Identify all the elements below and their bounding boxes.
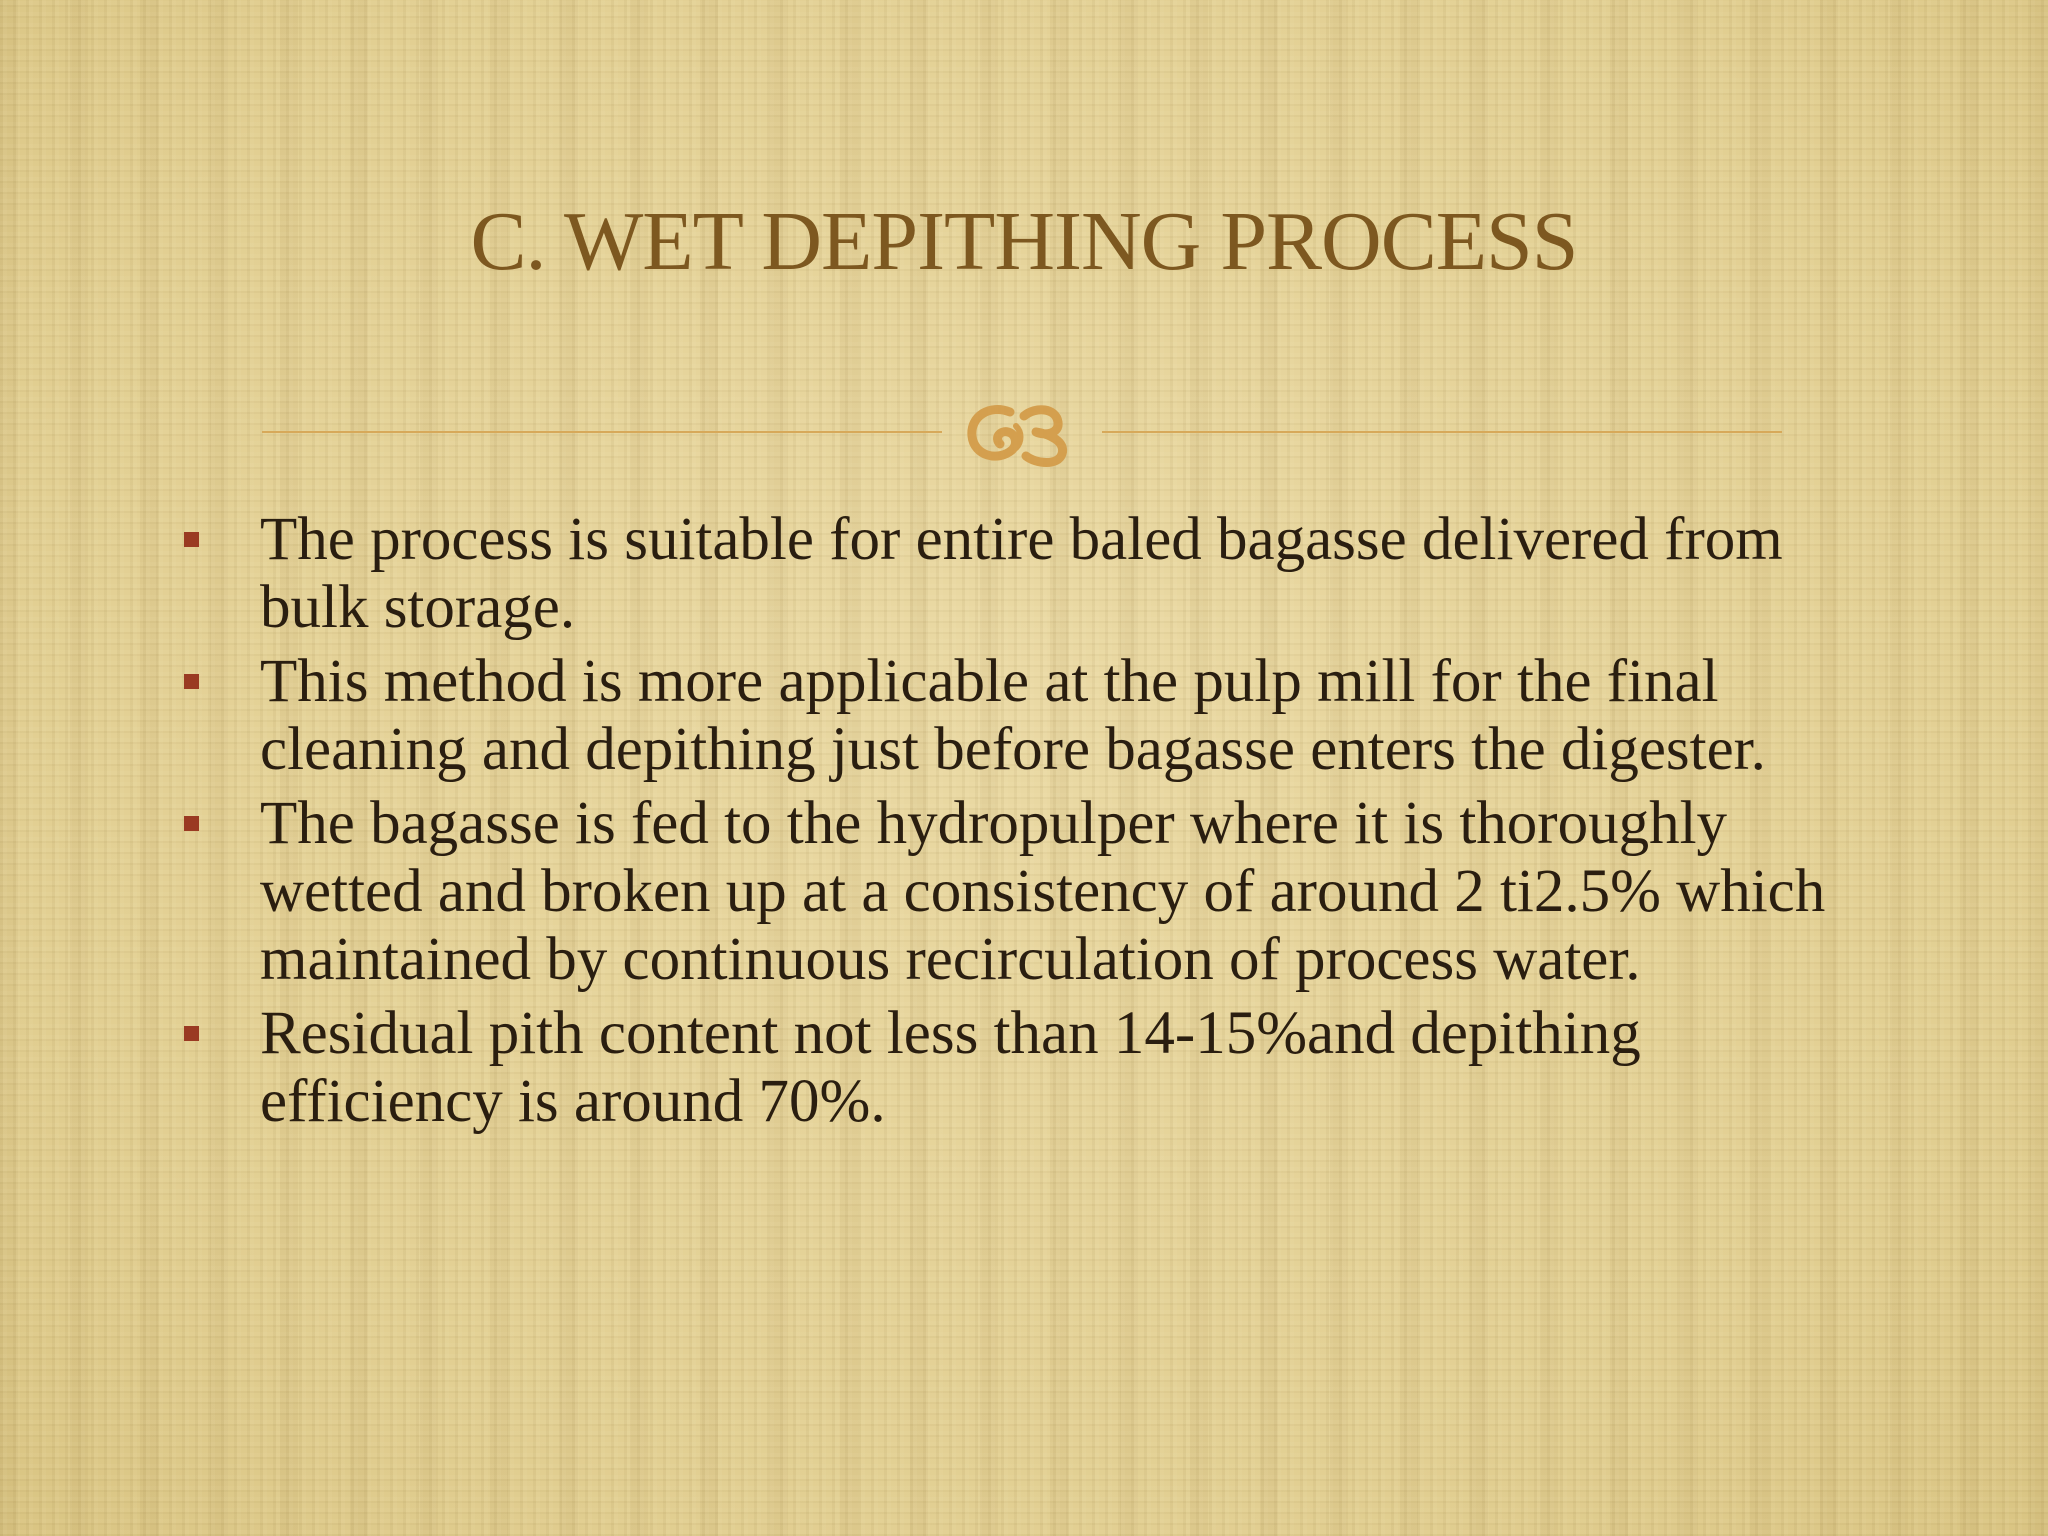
bullet-text: The bagasse is fed to the hydropulper where it is thoroughly wetted and broken up at a consistency of around 2 ti2.5% which maintained by continuous recirculation of process water. xyxy=(260,790,1826,993)
bullet-text: Residual pith content not less than 14-15%and depithing efficiency is around 70%. xyxy=(260,1000,1641,1135)
bullet-list xyxy=(176,506,1896,1142)
square-bullet-icon xyxy=(184,1026,199,1041)
square-bullet-icon xyxy=(184,674,199,689)
square-bullet-icon xyxy=(184,816,199,831)
square-bullet-icon xyxy=(184,532,199,547)
bullet-item xyxy=(176,648,1896,784)
bullet-text: The process is suitable for entire baled bagasse delivered from bulk storage. xyxy=(260,506,1783,641)
divider-line-right xyxy=(1102,431,1782,433)
title-divider xyxy=(262,398,1782,468)
scroll-ornament-icon xyxy=(952,398,1092,468)
divider-line-left xyxy=(262,431,942,433)
bullet-item xyxy=(176,790,1896,994)
slide-title: C. WET DEPITHING PROCESS xyxy=(470,195,1578,288)
bullet-item xyxy=(176,1000,1896,1136)
bullet-text: This method is more applicable at the pulp mill for the final cleaning and depithing just before bagasse enters the digester. xyxy=(260,648,1766,783)
bullet-item xyxy=(176,506,1896,642)
